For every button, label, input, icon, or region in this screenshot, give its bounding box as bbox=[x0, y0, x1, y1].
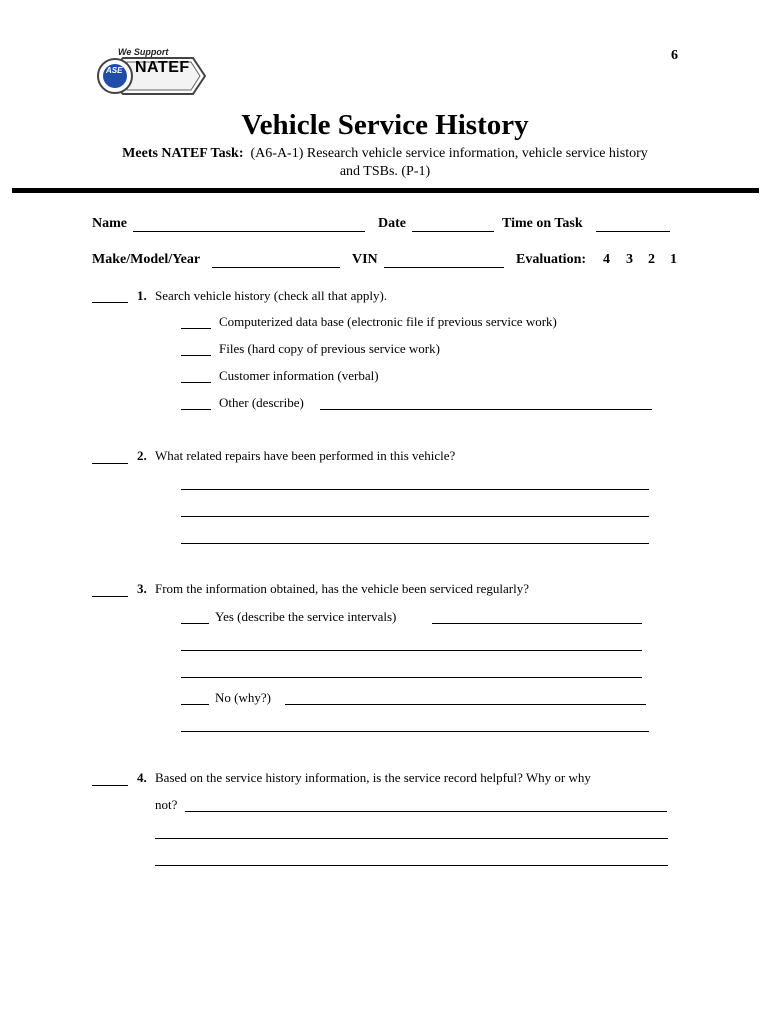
q2-answer-line-1[interactable] bbox=[181, 489, 649, 490]
task-description bbox=[0, 145, 770, 181]
q2-answer-line-3[interactable] bbox=[181, 543, 649, 544]
logo-wordmark: NATEF bbox=[135, 59, 190, 76]
make-model-year-label: Make/Model/Year bbox=[92, 252, 201, 267]
q1-option2-blank[interactable] bbox=[181, 355, 211, 356]
q1-option3-text: Customer information (verbal) bbox=[219, 368, 379, 383]
evaluation-score-4[interactable]: 4 bbox=[603, 252, 610, 267]
q1-option3-blank[interactable] bbox=[181, 382, 211, 383]
q1-option2-text: Files (hard copy of previous service work) bbox=[219, 341, 440, 356]
q1-number: 1. bbox=[137, 288, 147, 303]
q3-check-blank[interactable] bbox=[92, 596, 128, 597]
header-rule bbox=[12, 188, 759, 193]
q4-answer-line-1[interactable] bbox=[185, 811, 667, 812]
q4-text-line2: not? bbox=[155, 797, 178, 812]
q3-no-why-blank[interactable] bbox=[285, 704, 646, 705]
vin-blank[interactable] bbox=[384, 267, 504, 268]
q3-no-text: No (why?) bbox=[215, 690, 271, 705]
evaluation-score-2[interactable]: 2 bbox=[648, 252, 655, 267]
date-blank[interactable] bbox=[412, 231, 494, 232]
task-label: Meets NATEF Task: bbox=[122, 146, 244, 161]
ase-badge: ASE bbox=[106, 66, 123, 75]
q1-other-describe-blank[interactable] bbox=[320, 409, 652, 410]
page-number: 6 bbox=[671, 48, 678, 63]
evaluation-label: Evaluation: bbox=[516, 252, 587, 267]
q4-answer-line-2[interactable] bbox=[155, 838, 668, 839]
q2-number: 2. bbox=[137, 448, 147, 463]
logo-top-text: We Support bbox=[118, 47, 169, 57]
q1-option1-blank[interactable] bbox=[181, 328, 211, 329]
page-title: Vehicle Service History bbox=[241, 109, 529, 141]
vin-label: VIN bbox=[352, 252, 378, 267]
q3-no-line-2[interactable] bbox=[181, 731, 649, 732]
q1-option4-text: Other (describe) bbox=[219, 395, 304, 410]
q4-answer-line-3[interactable] bbox=[155, 865, 668, 866]
q1-option4-blank[interactable] bbox=[181, 409, 211, 410]
q3-yes-blank[interactable] bbox=[181, 623, 209, 624]
make-model-year-blank[interactable] bbox=[212, 267, 340, 268]
q4-text-line1: Based on the service history information, is the service record helpful? Why or why bbox=[155, 770, 591, 785]
time-on-task-blank[interactable] bbox=[596, 231, 670, 232]
q4-number: 4. bbox=[137, 770, 147, 785]
task-text-line2: and TSBs. (P-1) bbox=[339, 164, 431, 179]
q2-check-blank[interactable] bbox=[92, 463, 128, 464]
q3-yes-text: Yes (describe the service intervals) bbox=[215, 609, 397, 624]
q3-text: From the information obtained, has the vehicle been serviced regularly? bbox=[155, 581, 529, 596]
q2-answer-line-2[interactable] bbox=[181, 516, 649, 517]
q3-yes-describe-blank[interactable] bbox=[432, 623, 642, 624]
date-label: Date bbox=[378, 216, 406, 231]
q4-check-blank[interactable] bbox=[92, 785, 128, 786]
q3-no-blank[interactable] bbox=[181, 704, 209, 705]
q1-check-blank[interactable] bbox=[92, 302, 128, 303]
evaluation-score-1[interactable]: 1 bbox=[670, 252, 677, 267]
name-label: Name bbox=[92, 216, 127, 231]
q3-number: 3. bbox=[137, 581, 147, 596]
evaluation-score-3[interactable]: 3 bbox=[626, 252, 633, 267]
time-on-task-label: Time on Task bbox=[502, 216, 583, 231]
name-blank[interactable] bbox=[133, 231, 365, 232]
q3-yes-line-3[interactable] bbox=[181, 677, 642, 678]
task-text-line1: (A6-A-1) Research vehicle service information, vehicle service history bbox=[250, 146, 648, 161]
q3-yes-line-2[interactable] bbox=[181, 650, 642, 651]
q1-text: Search vehicle history (check all that apply). bbox=[155, 288, 388, 303]
q1-option1-text: Computerized data base (electronic file if previous service work) bbox=[219, 314, 557, 329]
q2-text: What related repairs have been performed in this vehicle? bbox=[155, 448, 456, 463]
natef-logo bbox=[93, 44, 208, 104]
